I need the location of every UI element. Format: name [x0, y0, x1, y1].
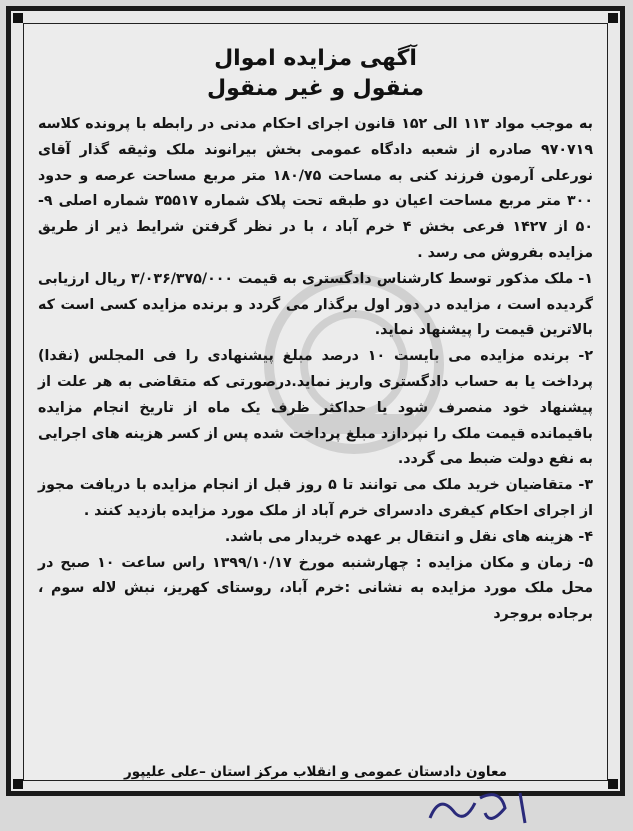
- signature-line: معاون دادستان عمومی و انقلاب مرکز استان –علی علیپور: [124, 764, 507, 780]
- condition-item-3: ۳- متقاضیان خرید ملک می توانند تا ۵ روز قبل از انجام مزایده با دریافت مجوز از اجرای احکام کیفری دادسرای خرم آباد از ملک مورد مزایده بازدید کنند .: [38, 477, 593, 519]
- frame-corner-ornament: [608, 13, 618, 23]
- notice-frame: [6, 6, 625, 796]
- notice-heading: [24, 44, 607, 104]
- intro-paragraph: به موجب مواد ۱۱۳ الی ۱۵۲ قانون اجرای احکام مدنی در رابطه با پرونده کلاسه ۹۷۰۷۱۹ صادره از شعبه دادگاه عمومی بخش بیرانوند ملک وثیقه گذار آقای نورعلی آرمون فرزند کنی به مساحت ۱۸۰/۷۵ متر مربع مساحت عرصه و حدود ۳۰۰ متر مربع مساحت اعیان دو طبقه تحت پلاک شماره ۳۵۵۱۷ شماره اصلی ۹- ۵۰ از ۱۴۲۷ فرعی بخش ۴ خرم آباد ، با در نظر گرفتن شرایط ذیر از طریق مزایده بفروش می رسد .: [38, 116, 593, 261]
- frame-corner-ornament: [13, 13, 23, 23]
- notice-content: [38, 112, 593, 628]
- notice-title: آگهی مزایده اموال: [214, 46, 417, 71]
- frame-corner-ornament: [13, 779, 23, 789]
- frame-corner-ornament: [608, 779, 618, 789]
- condition-item-1: ۱- ملک مذکور توسط کارشناس دادگستری به قیمت ۳/۰۳۶/۳۷۵/۰۰۰ ریال ارزیابی گردیده است ، مزایده در دور اول برگذار می گردد و برنده مزایده کسی است که بالاترین قیمت را پیشنهاد نماید.: [38, 270, 593, 339]
- handwritten-number: [420, 788, 560, 828]
- condition-item-4: ۴- هزینه های نقل و انتقال بر عهده خریدار می باشد.: [224, 528, 593, 545]
- notice-subtitle: منقول و غیر منقول: [207, 76, 424, 101]
- condition-item-5: ۵- زمان و مکان مزایده : چهارشنبه مورخ ۱۳۹۹/۱۰/۱۷ راس ساعت ۱۰ صبح در محل ملک مورد مزایده به نشانی :خرم آباد، روستای کهریز، نبش لاله سوم ، برجاده بروجرد: [38, 554, 593, 623]
- condition-item-2: ۲- برنده مزایده می بایست ۱۰ درصد مبلغ پیشنهادی را فی المجلس (نقدا) پرداخت یا به حساب دادگستری واریز نماید.درصورتی که متقاضی به هر علت از پیشنهاد خود منصرف شود یا حداکثر ظرف یک ماه از تاریخ انجام مزایده باقیمانده قیمت ملک را نپردازد مبلغ پرداخت شده پس از کسر هزینه های اجرایی به نفع دولت ضبط می گردد.: [38, 348, 593, 468]
- notice-body: [23, 23, 608, 781]
